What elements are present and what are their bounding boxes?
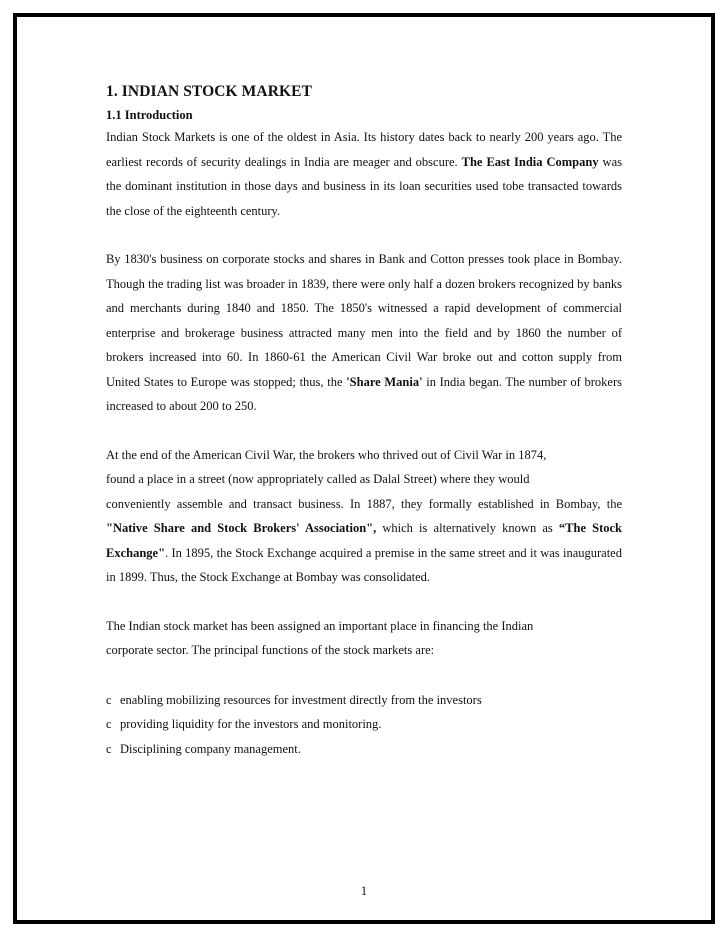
paragraph-3-text-b: which is alternatively known as: [376, 521, 559, 535]
paragraph-2: [106, 247, 622, 419]
bullet-marker: c: [106, 717, 112, 731]
list-item: [106, 712, 622, 737]
paragraph-4-line-1: The Indian stock market has been assigned an important place in financing the Indian: [106, 618, 534, 633]
paragraph-1: [106, 125, 622, 223]
list-item-text: enabling mobilizing resources for investment directly from the investors: [120, 692, 482, 707]
functions-list: [106, 688, 622, 762]
paragraph-3-line-1: At the end of the American Civil War, the brokers who thrived out of Civil War in 1874,: [106, 447, 547, 462]
paragraph-2-bold-a: 'Share Mania': [346, 374, 423, 389]
list-item-text: providing liquidity for the investors and monitoring.: [120, 717, 382, 731]
page-number: 1: [360, 884, 368, 898]
paragraph-3-line-2: found a place in a street (now appropriately called as Dalal Street) where they would: [106, 472, 530, 486]
paragraph-1-bold-a: The East India Company: [461, 154, 599, 169]
list-item: [106, 688, 622, 713]
document-body: [106, 82, 622, 761]
paragraph-3-text-c: . In 1895, the Stock Exchange acquired a premise in the same street and it was inaugurated in 1899. Thus, the Stock Exchange at Bombay was consolidated.: [106, 545, 622, 584]
paragraph-3-bold-b: “The Stock Exchange": [106, 521, 623, 560]
paragraph-4-line-2: corporate sector. The principal functions of the stock markets are:: [106, 643, 435, 657]
subsection-heading: 1.1 Introduction: [106, 108, 193, 122]
paragraph-1-text-a: Indian Stock Markets is one of the oldest in Asia. Its history dates back to nearly 200 years ago. The earliest records of security dealings in India are meager and obscure.: [106, 130, 622, 169]
bullet-marker: c: [106, 741, 112, 756]
paragraph-3-text-a: conveniently assemble and transact business. In 1887, they formally established in Bombay, the: [106, 496, 622, 511]
paragraph-3-bold-a: "Native Share and Stock Brokers' Association",: [106, 521, 377, 535]
paragraph-2-text-b: in India began. The number of brokers increased to about 200 to 250.: [106, 374, 622, 413]
paragraph-3: [106, 492, 622, 590]
paragraph-2-text-a: By 1830's business on corporate stocks and shares in Bank and Cotton presses took place in Bombay. Though the trading list was broader in 1839, there were only half a dozen brokers recognized by banks and merchants during 1840 and 1850. The 1850's witnessed a rapid development of commercial enterprise and brokerage business attracted many men into the field and by 1860 the number of brokers increased into 60. In 1860-61 the American Civil War broke out and cotton supply from United States to Europe was stopped; thus, the: [106, 252, 622, 389]
bullet-marker: c: [106, 692, 112, 707]
list-item-text: Disciplining company management.: [120, 741, 301, 756]
list-item: [106, 737, 622, 762]
paragraph-1-text-b: was the dominant institution in those days and business in its loan securities used tobe transacted towards the close of the eighteenth century.: [106, 154, 622, 218]
section-heading: 1. INDIAN STOCK MARKET: [106, 83, 313, 100]
